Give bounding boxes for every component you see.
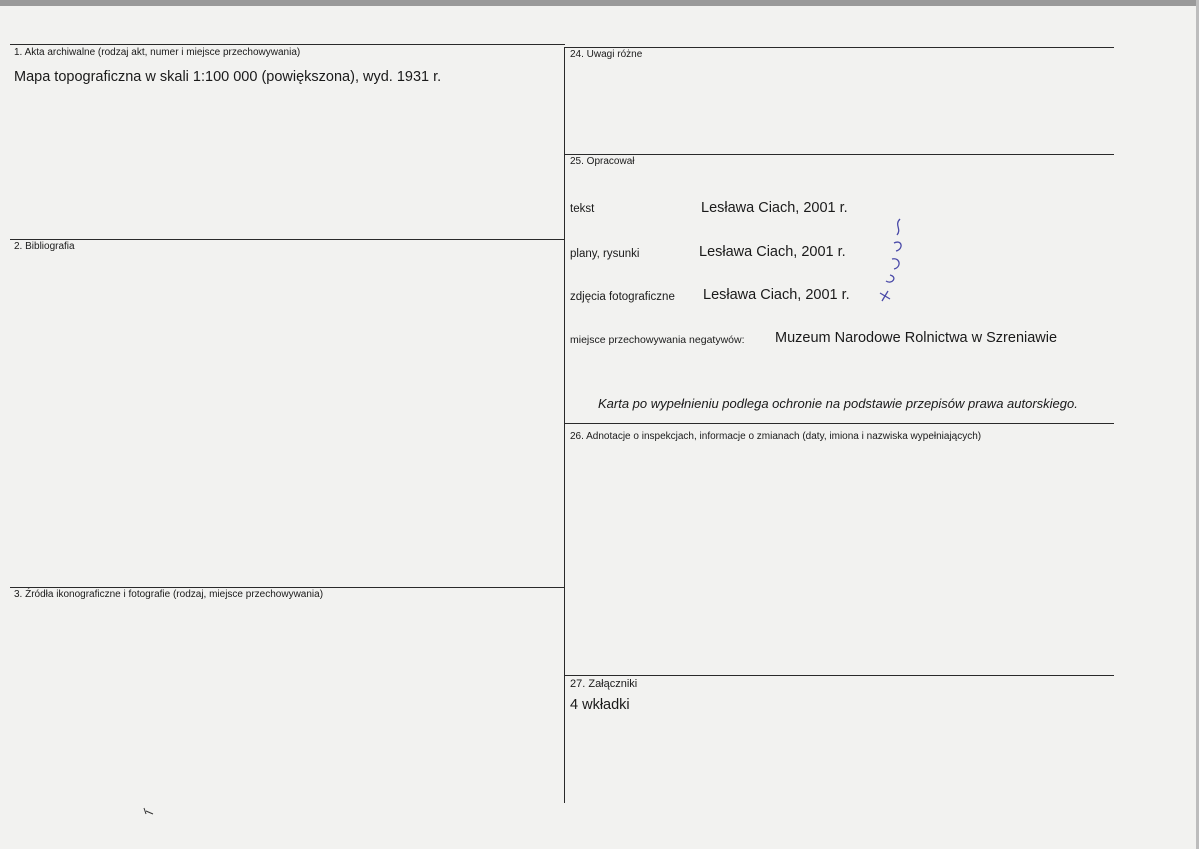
column-divider bbox=[564, 47, 565, 803]
section1-value: Mapa topograficzna w skali 1:100 000 (powiększona), wyd. 1931 r. bbox=[14, 69, 442, 85]
negatives-label: miejsce przechowywania negatywów: bbox=[570, 334, 745, 346]
section2-label: 2. Bibliografia bbox=[14, 241, 75, 252]
section27-value: 4 wkładki bbox=[570, 697, 630, 713]
section2-rule bbox=[10, 239, 565, 240]
section3-rule bbox=[10, 587, 565, 588]
section1-rule bbox=[10, 44, 565, 45]
section1-label: 1. Akta archiwalne (rodzaj akt, numer i miejsce przechowywania) bbox=[14, 47, 301, 58]
text-author-value: Lesława Ciach, 2001 r. bbox=[701, 200, 848, 216]
scan-top-edge bbox=[0, 0, 1199, 6]
plans-author-label: plany, rysunki bbox=[570, 248, 640, 260]
section3-label: 3. Źródła ikonograficzne i fotografie (rodzaj, miejsce przechowywania) bbox=[14, 589, 324, 600]
section27-label: 27. Załączniki bbox=[570, 678, 638, 690]
photos-author-label: zdjęcia fotograficzne bbox=[570, 291, 675, 303]
photos-author-value: Lesława Ciach, 2001 r. bbox=[703, 287, 850, 303]
text-author-label: tekst bbox=[570, 203, 595, 215]
section25-rule bbox=[564, 154, 1114, 155]
section26-rule bbox=[564, 423, 1114, 424]
handwritten-signature bbox=[872, 215, 912, 305]
section25-label: 25. Opracował bbox=[570, 156, 635, 167]
copyright-note: Karta po wypełnieniu podlega ochronie na podstawie przepisów prawa autorskiego. bbox=[598, 396, 1078, 411]
section24-label: 24. Uwagi różne bbox=[570, 49, 643, 60]
section24-rule bbox=[564, 47, 1114, 48]
stray-pen-mark bbox=[142, 806, 156, 816]
section27-rule bbox=[564, 675, 1114, 676]
plans-author-value: Lesława Ciach, 2001 r. bbox=[699, 244, 846, 260]
section26-label: 26. Adnotacje o inspekcjach, informacje o zmianach (daty, imiona i nazwiska wypełniających) bbox=[570, 431, 982, 442]
negatives-value: Muzeum Narodowe Rolnictwa w Szreniawie bbox=[775, 330, 1058, 346]
